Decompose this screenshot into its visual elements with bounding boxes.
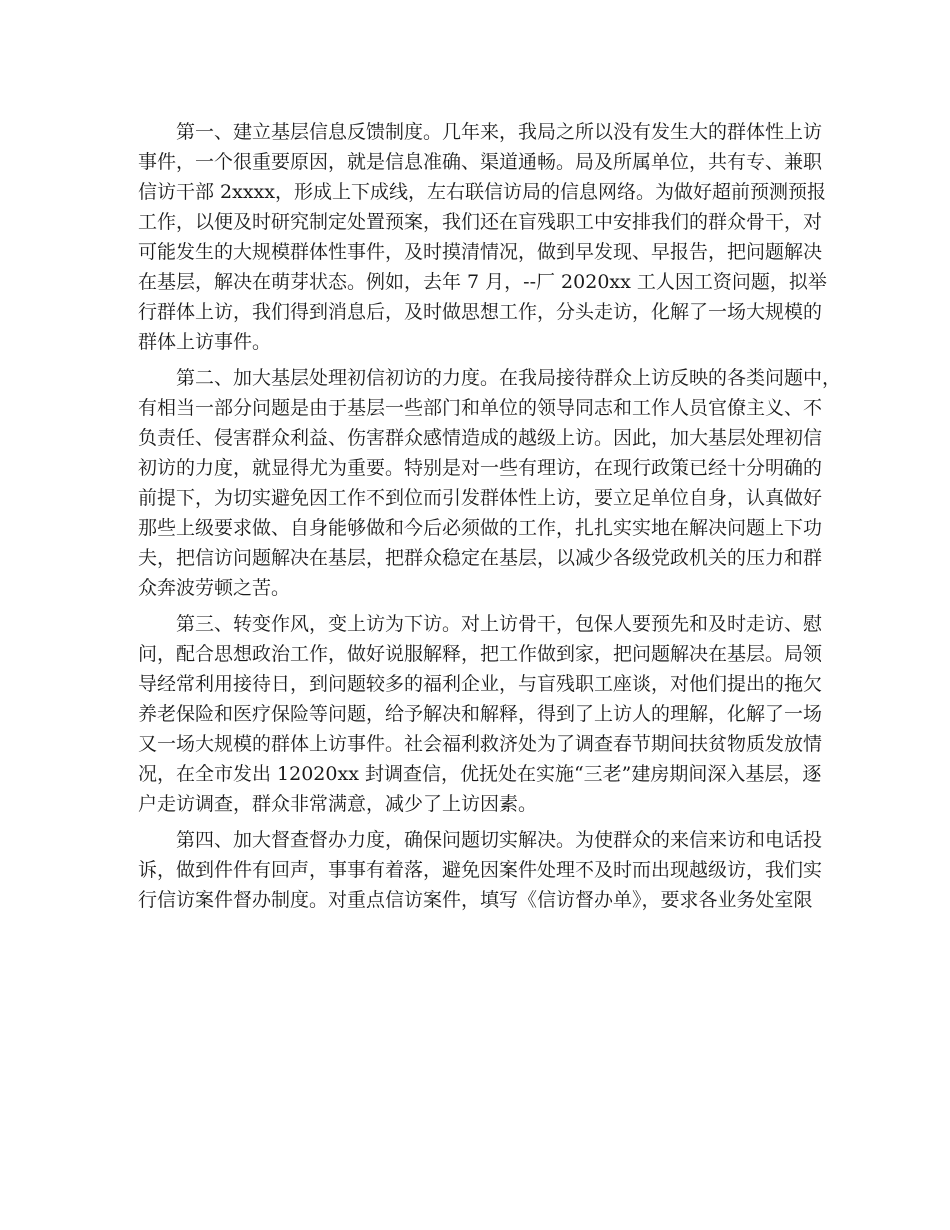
paragraph-line: 信访干部 2xxxx，形成上下成线，左右联信访局的信息网络。为做好超前预测预报 (138, 181, 826, 203)
paragraph-line: 问，配合思想政治工作，做好说服解释，把工作做到家，把问题解决在基层。局领 (138, 643, 823, 665)
paragraph-3 (138, 609, 823, 819)
paragraph-line: 那些上级要求做、自身能够做和今后必须做的工作，扎扎实实地在解决问题上下功 (138, 517, 823, 539)
paragraph-line: 行群体上访，我们得到消息后，及时做思想工作，分头走访，化解了一场大规模的 (138, 301, 823, 323)
paragraph-line: 户走访调查，群众非常满意，减少了上访因素。 (138, 793, 538, 815)
paragraph-line: 第三、转变作风，变上访为下访。对上访骨干，包保人要预先和及时走访、慰 (176, 613, 823, 635)
paragraph-2 (138, 363, 842, 603)
paragraph-line: 前提下，为切实避免因工作不到位而引发群体性上访，要立足单位自身，认真做好 (138, 487, 823, 509)
paragraph-line: 初访的力度，就显得尤为重要。特别是对一些有理访，在现行政策已经十分明确的 (138, 457, 823, 479)
paragraph-line: 况，在全市发出 12020xx 封调查信，优抚处在实施“三老”建房期间深入基层，逐 (138, 763, 822, 785)
paragraph-1 (138, 117, 827, 357)
document-body (138, 117, 842, 915)
paragraph-line: 第一、建立基层信息反馈制度。几年来，我局之所以没有发生大的群体性上访 (176, 121, 823, 143)
paragraph-4 (138, 825, 823, 915)
paragraph-line: 第四、加大督查督办力度，确保问题切实解决。为使群众的来信来访和电话投 (176, 829, 823, 851)
paragraph-line: 事件，一个很重要原因，就是信息准确、渠道通畅。局及所属单位，共有专、兼职 (138, 151, 823, 173)
paragraph-line: 群体上访事件。 (138, 331, 272, 353)
paragraph-line: 夫，把信访问题解决在基层，把群众稳定在基层，以减少各级党政机关的压力和群 (138, 547, 823, 569)
paragraph-line: 负责任、侵害群众利益、伤害群众感情造成的越级上访。因此，加大基层处理初信 (138, 427, 823, 449)
paragraph-line: 行信访案件督办制度。对重点信访案件，填写《信访督办单》，要求各业务处室限 (138, 889, 813, 911)
paragraph-line: 又一场大规模的群体上访事件。社会福利救济处为了调查春节期间扶贫物质发放情 (138, 733, 823, 755)
paragraph-line: 诉，做到件件有回声，事事有着落，避免因案件处理不及时而出现越级访，我们实 (138, 859, 823, 881)
paragraph-line: 可能发生的大规模群体性事件，及时摸清情况，做到早发现、早报告，把问题解决 (138, 241, 823, 263)
paragraph-line: 养老保险和医疗保险等问题，给予解决和解释，得到了上访人的理解，化解了一场 (138, 703, 823, 725)
paragraph-line: 有相当一部分问题是由于基层一些部门和单位的领导同志和工作人员官僚主义、不 (138, 397, 823, 419)
paragraph-line: 众奔波劳顿之苦。 (138, 577, 291, 599)
paragraph-line: 第二、加大基层处理初信初访的力度。在我局接待群众上访反映的各类问题中， (176, 367, 842, 389)
paragraph-line: 导经常利用接待日，到问题较多的福利企业，与盲残职工座谈，对他们提出的拖欠 (138, 673, 823, 695)
paragraph-line: 工作，以便及时研究制定处置预案，我们还在盲残职工中安排我们的群众骨干，对 (138, 211, 823, 233)
paragraph-line: 在基层，解决在萌芽状态。例如，去年 7 月，--厂 2020xx 工人因工资问题，拟举 (138, 271, 827, 293)
